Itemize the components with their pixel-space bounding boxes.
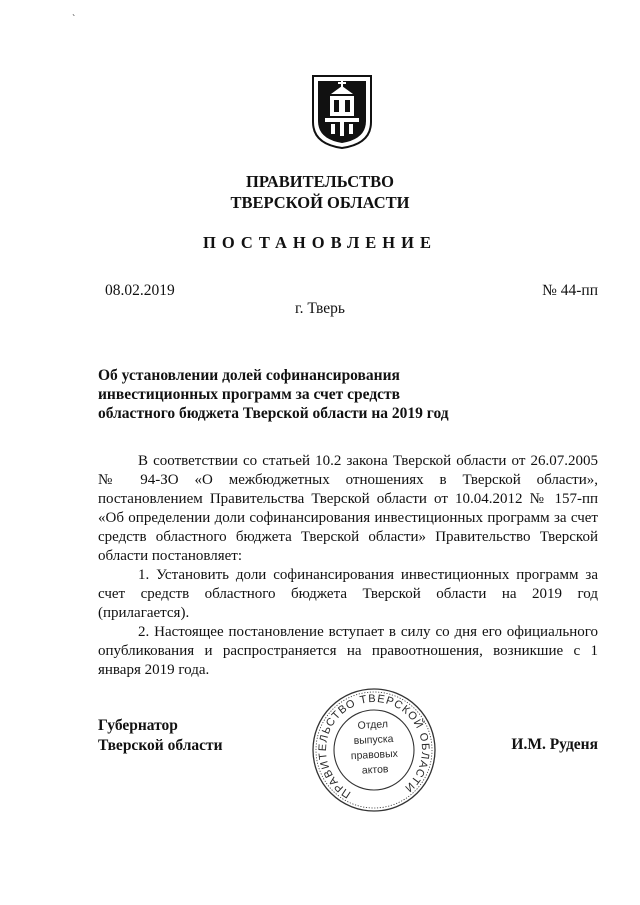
- stamp-line-1: Отдел: [357, 718, 389, 732]
- document-date: 08.02.2019: [105, 282, 175, 299]
- stray-mark: `: [72, 14, 76, 25]
- stamp-inner-text: [309, 715, 440, 782]
- stamp-line-2: выпуска: [353, 732, 394, 748]
- position-line-2: Тверской области: [98, 737, 223, 754]
- coat-of-arms-emblem: [311, 74, 373, 150]
- organization-name: [0, 171, 640, 213]
- document-number: № 44-пп: [542, 282, 598, 299]
- signatory-position: [98, 716, 223, 756]
- position-line-1: Губернатор: [98, 717, 178, 734]
- org-line-2: ТВЕРСКОЙ ОБЛАСТИ: [230, 193, 410, 212]
- document-body: [98, 452, 598, 680]
- document-city: г. Тверь: [295, 300, 345, 317]
- org-line-1: ПРАВИТЕЛЬСТВО: [246, 172, 394, 191]
- body-paragraph-1: В соответствии со статьей 10.2 закона Тверской области от 26.07.2005 № 94-ЗО «О межбюджетных отношениях в Тверской области», постановлением Правительства Тверской области от 10.04.2012 № 157-пп «Об определении доли софинансирования инвестиционных программ за счет средств областного бюджета Тверской области» Правительство Тверской области постановляет:: [98, 453, 598, 564]
- document-type: ПОСТАНОВЛЕНИЕ: [203, 233, 437, 252]
- title-line-1: Об установлении долей софинансирования: [98, 367, 400, 384]
- title-line-2: инвестиционных программ за счет средств: [98, 386, 401, 403]
- stamp-line-4: актов: [361, 763, 389, 777]
- document-title: [98, 366, 498, 423]
- title-line-3: областного бюджета Тверской области на 2019 год: [98, 405, 449, 422]
- signatory-name: И.М. Руденя: [511, 736, 598, 753]
- stamp-ring-text: ПРАВИТЕЛЬСТВО ТВЕРСКОЙ ОБЛАСТИ: [316, 692, 432, 801]
- body-paragraph-3: 2. Настоящее постановление вступает в силу со дня его официального опубликования и распространяется на правоотношения, возникшие с 1 января 2019 года.: [98, 624, 598, 678]
- body-paragraph-2: 1. Установить доли софинансирования инвестиционных программ за счет средств областного бюджета Тверской области на 2019 год (прилагается).: [98, 567, 598, 621]
- stamp-line-3: правовых: [350, 747, 399, 763]
